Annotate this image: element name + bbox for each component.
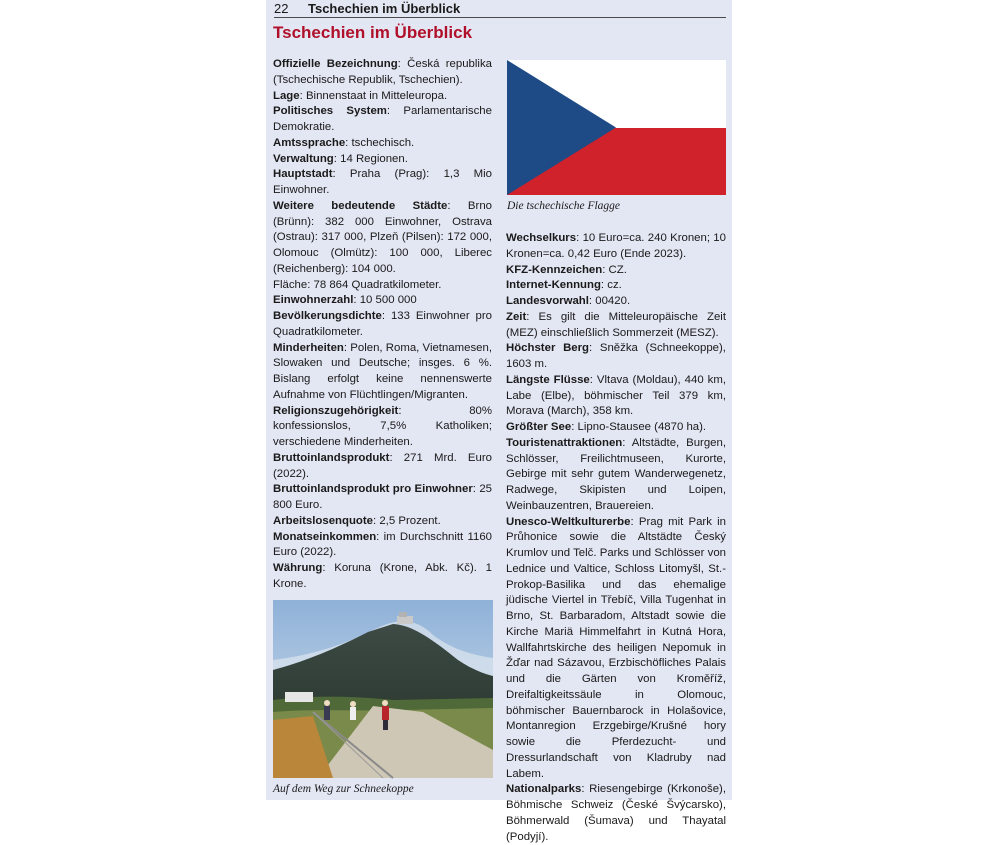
fact-text: Sněžka (Schneekoppe), 1603 m. [506, 342, 726, 370]
fact-label: Amtssprache [273, 136, 346, 149]
fact-label: Arbeitslosenquote [273, 514, 373, 527]
page-title: Tschechien im Überblick [273, 23, 473, 42]
page-number: 22 [274, 1, 289, 16]
fact-entry: Internet-Kennung: cz. [506, 279, 622, 292]
fact-text: Parlamentarische Demokratie. [273, 105, 492, 133]
fact-text: 133 Einwohner pro Quadratkilometer. [273, 310, 492, 338]
fact-text: Praha (Prag): 1,3 Mio Einwohner. [273, 168, 492, 196]
fact-entry: Wechselkurs: 10 Euro=ca. 240 Kronen; 10 Kronen=ca. 0,42 Euro (Ende 2023). [506, 232, 726, 260]
fact-text: Lipno-Stausee (4870 ha). [577, 421, 707, 433]
fact-label: Einwohnerzahl [273, 294, 354, 307]
running-header [274, 0, 726, 18]
fact-entry: Unesco-Weltkulturerbe: Prag mit Park in Průhonice sowie die Altstädte Český Krumlov und Telč. Parks und Schlösser von Lednice und Valtice, Schloss Litomyšl, St.-Prokop-Basilika und das ehemalige jüdische Viertel in Třebíč, Villa Tugenhat in Brno, St. Barbaradom, Altstadt sowie die Kirche Mariä Himmelfahrt in Kutná Hora, Wallfahrtskirche des heiligen Nepomuk in Žďar nad Sázavou, Erzbischöfliches Palais und die Gärten von Kroměříž, Dreifaltigkeitssäule in Olomouc, böhmischer Bauernbarock in Holašovice, Montanregion Erzgebirge/Krušné hory sowie die Pferdezucht- und Dressurlandschaft von Kladruby nad Labem. [506, 515, 726, 780]
fact-text: Polen, Roma, Vietnamesen, Slowaken und Deutsche; insges. 6 %. Bislang erfolgt keine nennenswerte Aufnahme von Flüchtlingen/Migranten. [273, 341, 492, 401]
fact-entry: Währung: Koruna (Krone, Abk. Kč). 1 Krone. [273, 562, 492, 590]
fact-label: Hauptstadt [273, 168, 333, 181]
fact-entry: Bevölkerungsdichte: 133 Einwohner pro Quadratkilometer. [273, 310, 492, 338]
fact-text: im Durchschnitt 1160 Euro (2022). [273, 530, 492, 559]
fact-entry: Weitere bedeutende Städte: Brno (Brünn): 382 000 Einwohner, Ostrava (Ostrau): 317 000, Plzeň (Pilsen): 172 000, Olomouc (Olmütz): 100 000, Liberec (Reichenberg): 104 000. [273, 199, 492, 275]
fact-label: Höchster Berg [506, 342, 590, 355]
flag-blue-triangle [507, 60, 726, 195]
fact-label: Touristenattraktionen [506, 436, 623, 449]
fact-entry: Amtssprache: tschechisch. [273, 136, 415, 149]
photo-caption: Auf dem Weg zur Schneekoppe [273, 783, 414, 795]
fact-text: 25 800 Euro. [273, 483, 492, 511]
fact-entry: Hauptstadt: Praha (Prag): 1,3 Mio Einwohner. [273, 168, 492, 196]
fact-entry: Religionszugehörigkeit: 80% konfessionslos, 7,5% Katholiken; verschiedene Minderheiten. [273, 404, 492, 448]
fact-label: Bruttoinlandsprodukt pro Einwohner [273, 483, 473, 496]
fact-label: Währung [273, 562, 323, 574]
fact-label: Internet-Kennung [506, 279, 601, 292]
fact-text: Binnenstaat in Mitteleuropa. [305, 89, 448, 102]
fact-text: Riesengebirge (Krkonoše), Böhmische Schweiz (České Švýcarsko), Böhmerwald (Šumava) und Thayatal (Podyjí). [506, 783, 726, 843]
fact-text: Česká republika (Tschechische Republik, Tschechien). [273, 58, 492, 86]
fact-text: 80% konfessionslos, 7,5% Katholiken; verschiedene Minderheiten. [273, 404, 492, 448]
fact-text: Prag mit Park in Průhonice sowie die Altstädte Český Krumlov und Telč. Parks und Schlösser von Lednice und Valtice, Schloss Litomyšl, St.-Prokop-Basilika und das ehemalige jüdische Viertel in Třebíč, Villa Tugenhat in Brno, St. Barbaradom, Altstadt sowie die Kirche Mariä Himmelfahrt in Kutná Hora, Wallfahrtskirche des heiligen Nepomuk in Žďar nad Sázavou, Erzbischöfliches Palais und die Gärten von Kroměříž, Dreifaltigkeitssäule in Olomouc, böhmischer Bauernbarock in Holašovice, Montanregion Erzgebirge/Krušné hory sowie die Pferdezucht- und Dressurlandschaft von Kladruby nad Labem. [506, 515, 726, 780]
fact-entry: Minderheiten: Polen, Roma, Vietnamesen, Slowaken und Deutsche; insges. 6 %. Bislang erfolgt keine nennenswerte Aufnahme von Flüchtlingen/Migranten. [273, 341, 492, 401]
fact-entry: Verwaltung: 14 Regionen. [273, 152, 408, 165]
fact-text: Brno (Brünn): 382 000 Einwohner, Ostrava (Ostrau): 317 000, Plzeň (Pilsen): 172 000, Olomouc (Olmütz): 100 000, Liberec (Reichenberg): 104 000. [273, 199, 492, 275]
fact-label: Größter See [506, 421, 572, 433]
fact-text: CZ. [608, 263, 627, 276]
fact-entry: Touristenattraktionen: Altstädte, Burgen, Schlösser, Freilichtmuseen, Kurorte, Gebirge mit sehr gutem Wanderwegenetz, Radwege, Skipisten und Loipen, Weinbauzentren, Brauereien. [506, 436, 726, 512]
fact-text: 2,5 Prozent. [379, 514, 441, 527]
fact-label: Bruttoinlandsprodukt [273, 451, 390, 464]
fact-label: Verwaltung [273, 152, 334, 165]
fact-text: Altstädte, Burgen, Schlösser, Freilichtmuseen, Kurorte, Gebirge mit sehr gutem Wanderwegenetz, Radwege, Skipisten und Loipen, Weinbauzentren, Brauereien. [506, 436, 726, 512]
fact-entry: Lage: Binnenstaat in Mitteleuropa. [273, 89, 448, 102]
fact-entry: Politisches System: Parlamentarische Demokratie. [273, 105, 492, 133]
fact-entry: Landesvorwahl: 00420. [506, 295, 631, 307]
fact-label: Lage [273, 89, 300, 102]
fact-entry: KFZ-Kennzeichen: CZ. [506, 263, 627, 276]
fact-label: Religionszugehörigkeit [273, 404, 399, 417]
fact-entry: Bruttoinlandsprodukt pro Einwohner: 25 800 Euro. [273, 483, 492, 511]
fact-label: Nationalparks [506, 783, 582, 796]
fact-text: Koruna (Krone, Abk. Kč). 1 Krone. [273, 562, 492, 590]
flag-caption: Die tschechische Flagge [507, 200, 621, 212]
fact-entry: Monatseinkommen: im Durchschnitt 1160 Euro (2022). [273, 530, 492, 559]
fact-label: Wechselkurs [506, 232, 577, 244]
fact-text: Fläche: 78 864 Quadratkilometer. [273, 278, 442, 291]
fact-label: Weitere bedeutende Städte [273, 199, 448, 212]
fact-label: KFZ-Kennzeichen [506, 263, 603, 276]
fact-entry: Nationalparks: Riesengebirge (Krkonoše), Böhmische Schweiz (České Švýcarsko), Böhmerwald (Šumava) und Thayatal (Podyjí). [506, 783, 726, 843]
fact-label: Politisches System [273, 105, 387, 118]
fact-text: cz. [607, 279, 622, 292]
fact-entry: Bruttoinlandsprodukt: 271 Mrd. Euro (2022). [273, 451, 492, 480]
fact-entry [273, 278, 492, 294]
fact-label: Offizielle Bezeichnung [273, 58, 398, 70]
fact-text: tschechisch. [351, 136, 415, 149]
fact-entry: Längste Flüsse: Vltava (Moldau), 440 km, Labe (Elbe), böhmischer Teil 379 km, Morava (March), 358 km. [506, 373, 726, 418]
fact-label: Minderheiten [273, 341, 344, 354]
facts-column-left [273, 57, 492, 593]
fact-entry: Größter See: Lipno-Stausee (4870 ha). [506, 421, 707, 433]
fact-label: Landesvorwahl [506, 295, 589, 307]
fact-label: Bevölkerungsdichte [273, 310, 382, 322]
fact-label: Unesco-Weltkulturerbe [506, 515, 631, 528]
fact-text: 271 Mrd. Euro (2022). [273, 451, 492, 480]
fact-text: Vltava (Moldau), 440 km, Labe (Elbe), böhmischer Teil 379 km, Morava (March), 358 km. [506, 373, 726, 418]
fact-entry: Zeit: Es gilt die Mitteleuropäische Zeit (MEZ) einschließlich Sommerzeit (MESZ). [506, 310, 726, 339]
czech-flag-image [507, 60, 726, 195]
fact-label: Zeit [506, 310, 527, 323]
fact-text: 10 500 000 [359, 294, 417, 307]
fact-label: Monatseinkommen [273, 530, 377, 543]
fact-label: Längste Flüsse [506, 373, 590, 386]
fact-entry: Offizielle Bezeichnung: Česká republika (Tschechische Republik, Tschechien). [273, 58, 492, 86]
facts-column-right [506, 231, 726, 845]
fact-entry: Einwohnerzahl: 10 500 000 [273, 294, 417, 307]
fact-text: 00420. [595, 295, 631, 307]
book-page [266, 0, 732, 843]
fact-text: Es gilt die Mitteleuropäische Zeit (MEZ) einschließlich Sommerzeit (MESZ). [506, 310, 726, 339]
fact-entry: Höchster Berg: Sněžka (Schneekoppe), 1603 m. [506, 342, 726, 370]
fact-entry: Arbeitslosenquote: 2,5 Prozent. [273, 514, 441, 527]
schneekoppe-photo [273, 600, 493, 778]
fact-text: 14 Regionen. [340, 152, 408, 165]
running-title: Tschechien im Überblick [308, 1, 461, 16]
fact-text: 10 Euro=ca. 240 Kronen; 10 Kronen=ca. 0,42 Euro (Ende 2023). [506, 232, 726, 260]
